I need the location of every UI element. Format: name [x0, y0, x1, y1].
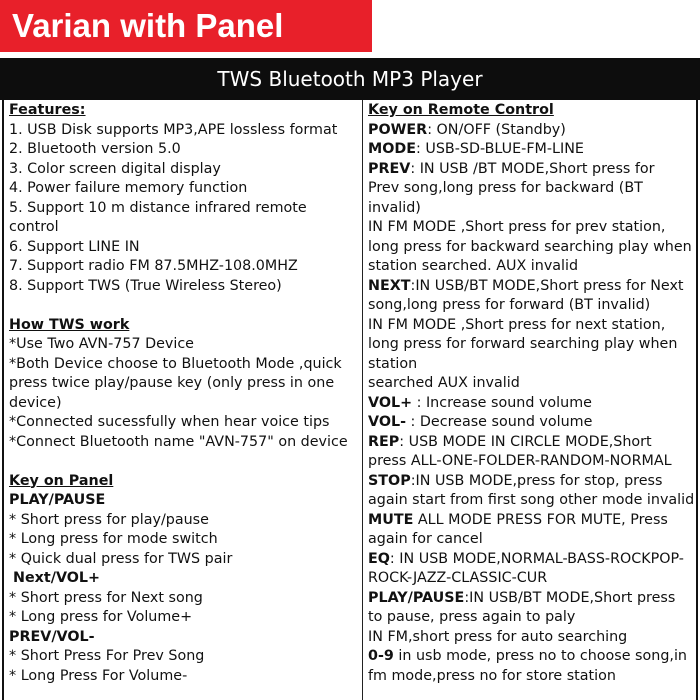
feature-line: 6. Support LINE IN — [9, 238, 140, 255]
panel-prev-line: * Long Press For Volume- — [9, 667, 188, 684]
next-line: long press for forward searching play when — [368, 336, 678, 352]
digits-text: in usb mode, press no to choose song,in — [393, 648, 687, 664]
eq-text: : IN USB MODE,NORMAL-BASS-ROCKPOP- — [389, 550, 684, 567]
remote-mode — [368, 140, 694, 160]
digits-line: fm mode,press no for store station — [368, 667, 616, 684]
remote-digits — [368, 647, 694, 667]
panel-next-line: * Long press for Volume+ — [9, 609, 193, 625]
next-text: :IN USB/BT MODE,Short press for Next — [410, 277, 684, 294]
feature-line: 7. Support radio FM 87.5MHZ-108.0MHZ — [9, 258, 298, 274]
prev-line: long press for backward searching play when — [368, 238, 692, 255]
panel-play-label: PLAY/PAUSE — [9, 492, 106, 508]
next-key: NEXT — [368, 277, 411, 294]
rep-text: : USB MODE IN CIRCLE MODE,Short — [399, 433, 652, 450]
stop-key: STOP — [368, 472, 411, 489]
tws-line: *Use Two AVN-757 Device — [9, 336, 194, 352]
remote-volup — [368, 394, 694, 414]
digits-key: 0-9 — [368, 648, 394, 664]
remote-next — [368, 277, 694, 297]
tws-line: press twice play/pause key (only press in one — [9, 375, 335, 391]
prev-line: Prev song,long press for backward (BT — [368, 180, 643, 196]
tws-heading: How TWS work — [9, 316, 130, 333]
next-line: song,long press for forward (BT invalid) — [368, 297, 651, 313]
prev-key: PREV — [368, 160, 411, 177]
play-line: to pause, press again to paly — [368, 609, 576, 625]
panel-next-line: * Short press for Next song — [9, 589, 203, 606]
remote-play — [368, 589, 694, 609]
play-key: PLAY/PAUSE — [368, 589, 465, 606]
tws-line: device) — [9, 394, 62, 411]
panel-prev-label: PREV/VOL- — [9, 628, 95, 645]
feature-line: 1. USB Disk supports MP3,APE lossless format — [9, 121, 338, 138]
voldown-text: : Decrease sound volume — [406, 414, 593, 430]
prev-line: station searched. AUX invalid — [368, 258, 579, 274]
power-text: : ON/OFF (Standby) — [427, 121, 566, 138]
rep-line: press ALL-ONE-FOLDER-RANDOM-NORMAL — [368, 453, 672, 469]
tws-line: *Both Device choose to Bluetooth Mode ,quick — [9, 355, 342, 372]
feature-line: control — [9, 219, 59, 235]
eq-key: EQ — [368, 550, 390, 567]
prev-line: IN FM MODE ,Short press for prev station, — [368, 219, 666, 235]
next-line: searched AUX invalid — [368, 375, 520, 391]
right-column — [368, 101, 694, 686]
voldown-key: VOL- — [368, 414, 407, 430]
stop-text: :IN USB MODE,press for stop, press — [410, 472, 663, 489]
mute-text: ALL MODE PRESS FOR MUTE, Press — [413, 511, 668, 528]
volup-key: VOL+ — [368, 394, 413, 411]
power-key: POWER — [368, 121, 428, 138]
remote-stop — [368, 472, 694, 492]
prev-line: invalid) — [368, 199, 421, 216]
column-divider — [362, 100, 363, 700]
remote-heading: Key on Remote Control — [368, 102, 554, 118]
variant-banner: Varian with Panel — [0, 0, 372, 52]
remote-mute — [368, 511, 694, 531]
feature-line: 4. Power failure memory function — [9, 180, 248, 196]
remote-eq — [368, 550, 694, 570]
panel-play-line: * Short press for play/pause — [9, 511, 209, 528]
tws-line: *Connect Bluetooth name "AVN-757" on device — [9, 433, 348, 450]
rep-key: REP — [368, 433, 400, 450]
mute-key: MUTE — [368, 511, 414, 528]
mute-line: again for cancel — [368, 531, 483, 547]
play-text: :IN USB/BT MODE,Short press — [464, 589, 676, 606]
product-title-bar: TWS Bluetooth MP3 Player — [0, 58, 700, 100]
prev-text: : IN USB /BT MODE,Short press for — [410, 160, 655, 177]
mode-text: : USB-SD-BLUE-FM-LINE — [416, 141, 584, 157]
tws-line: *Connected sucessfully when hear voice tips — [9, 414, 330, 430]
left-column — [9, 101, 359, 686]
feature-line: 8. Support TWS (True Wireless Stereo) — [9, 277, 282, 294]
remote-prev — [368, 160, 694, 180]
feature-line: 2. Bluetooth version 5.0 — [9, 141, 181, 157]
panel-heading: Key on Panel — [9, 472, 114, 489]
remote-power — [368, 121, 694, 141]
feature-line: 5. Support 10 m distance infrared remote — [9, 199, 307, 216]
feature-line: 3. Color screen digital display — [9, 160, 221, 177]
volup-text: : Increase sound volume — [412, 394, 592, 411]
panel-next-label: Next/VOL+ — [13, 570, 100, 586]
remote-voldown — [368, 413, 694, 433]
mode-key: MODE — [368, 141, 417, 157]
features-heading: Features: — [9, 102, 86, 118]
panel-play-line: * Quick dual press for TWS pair — [9, 550, 233, 567]
remote-rep — [368, 433, 694, 453]
next-line: station — [368, 355, 418, 372]
stop-line: again start from first song other mode invalid — [368, 492, 695, 508]
panel-prev-line: * Short Press For Prev Song — [9, 648, 205, 664]
eq-line: ROCK-JAZZ-CLASSIC-CUR — [368, 570, 548, 586]
panel-play-line: * Long press for mode switch — [9, 531, 218, 547]
play-line: IN FM,short press for auto searching — [368, 628, 628, 645]
next-line: IN FM MODE ,Short press for next station, — [368, 316, 666, 333]
